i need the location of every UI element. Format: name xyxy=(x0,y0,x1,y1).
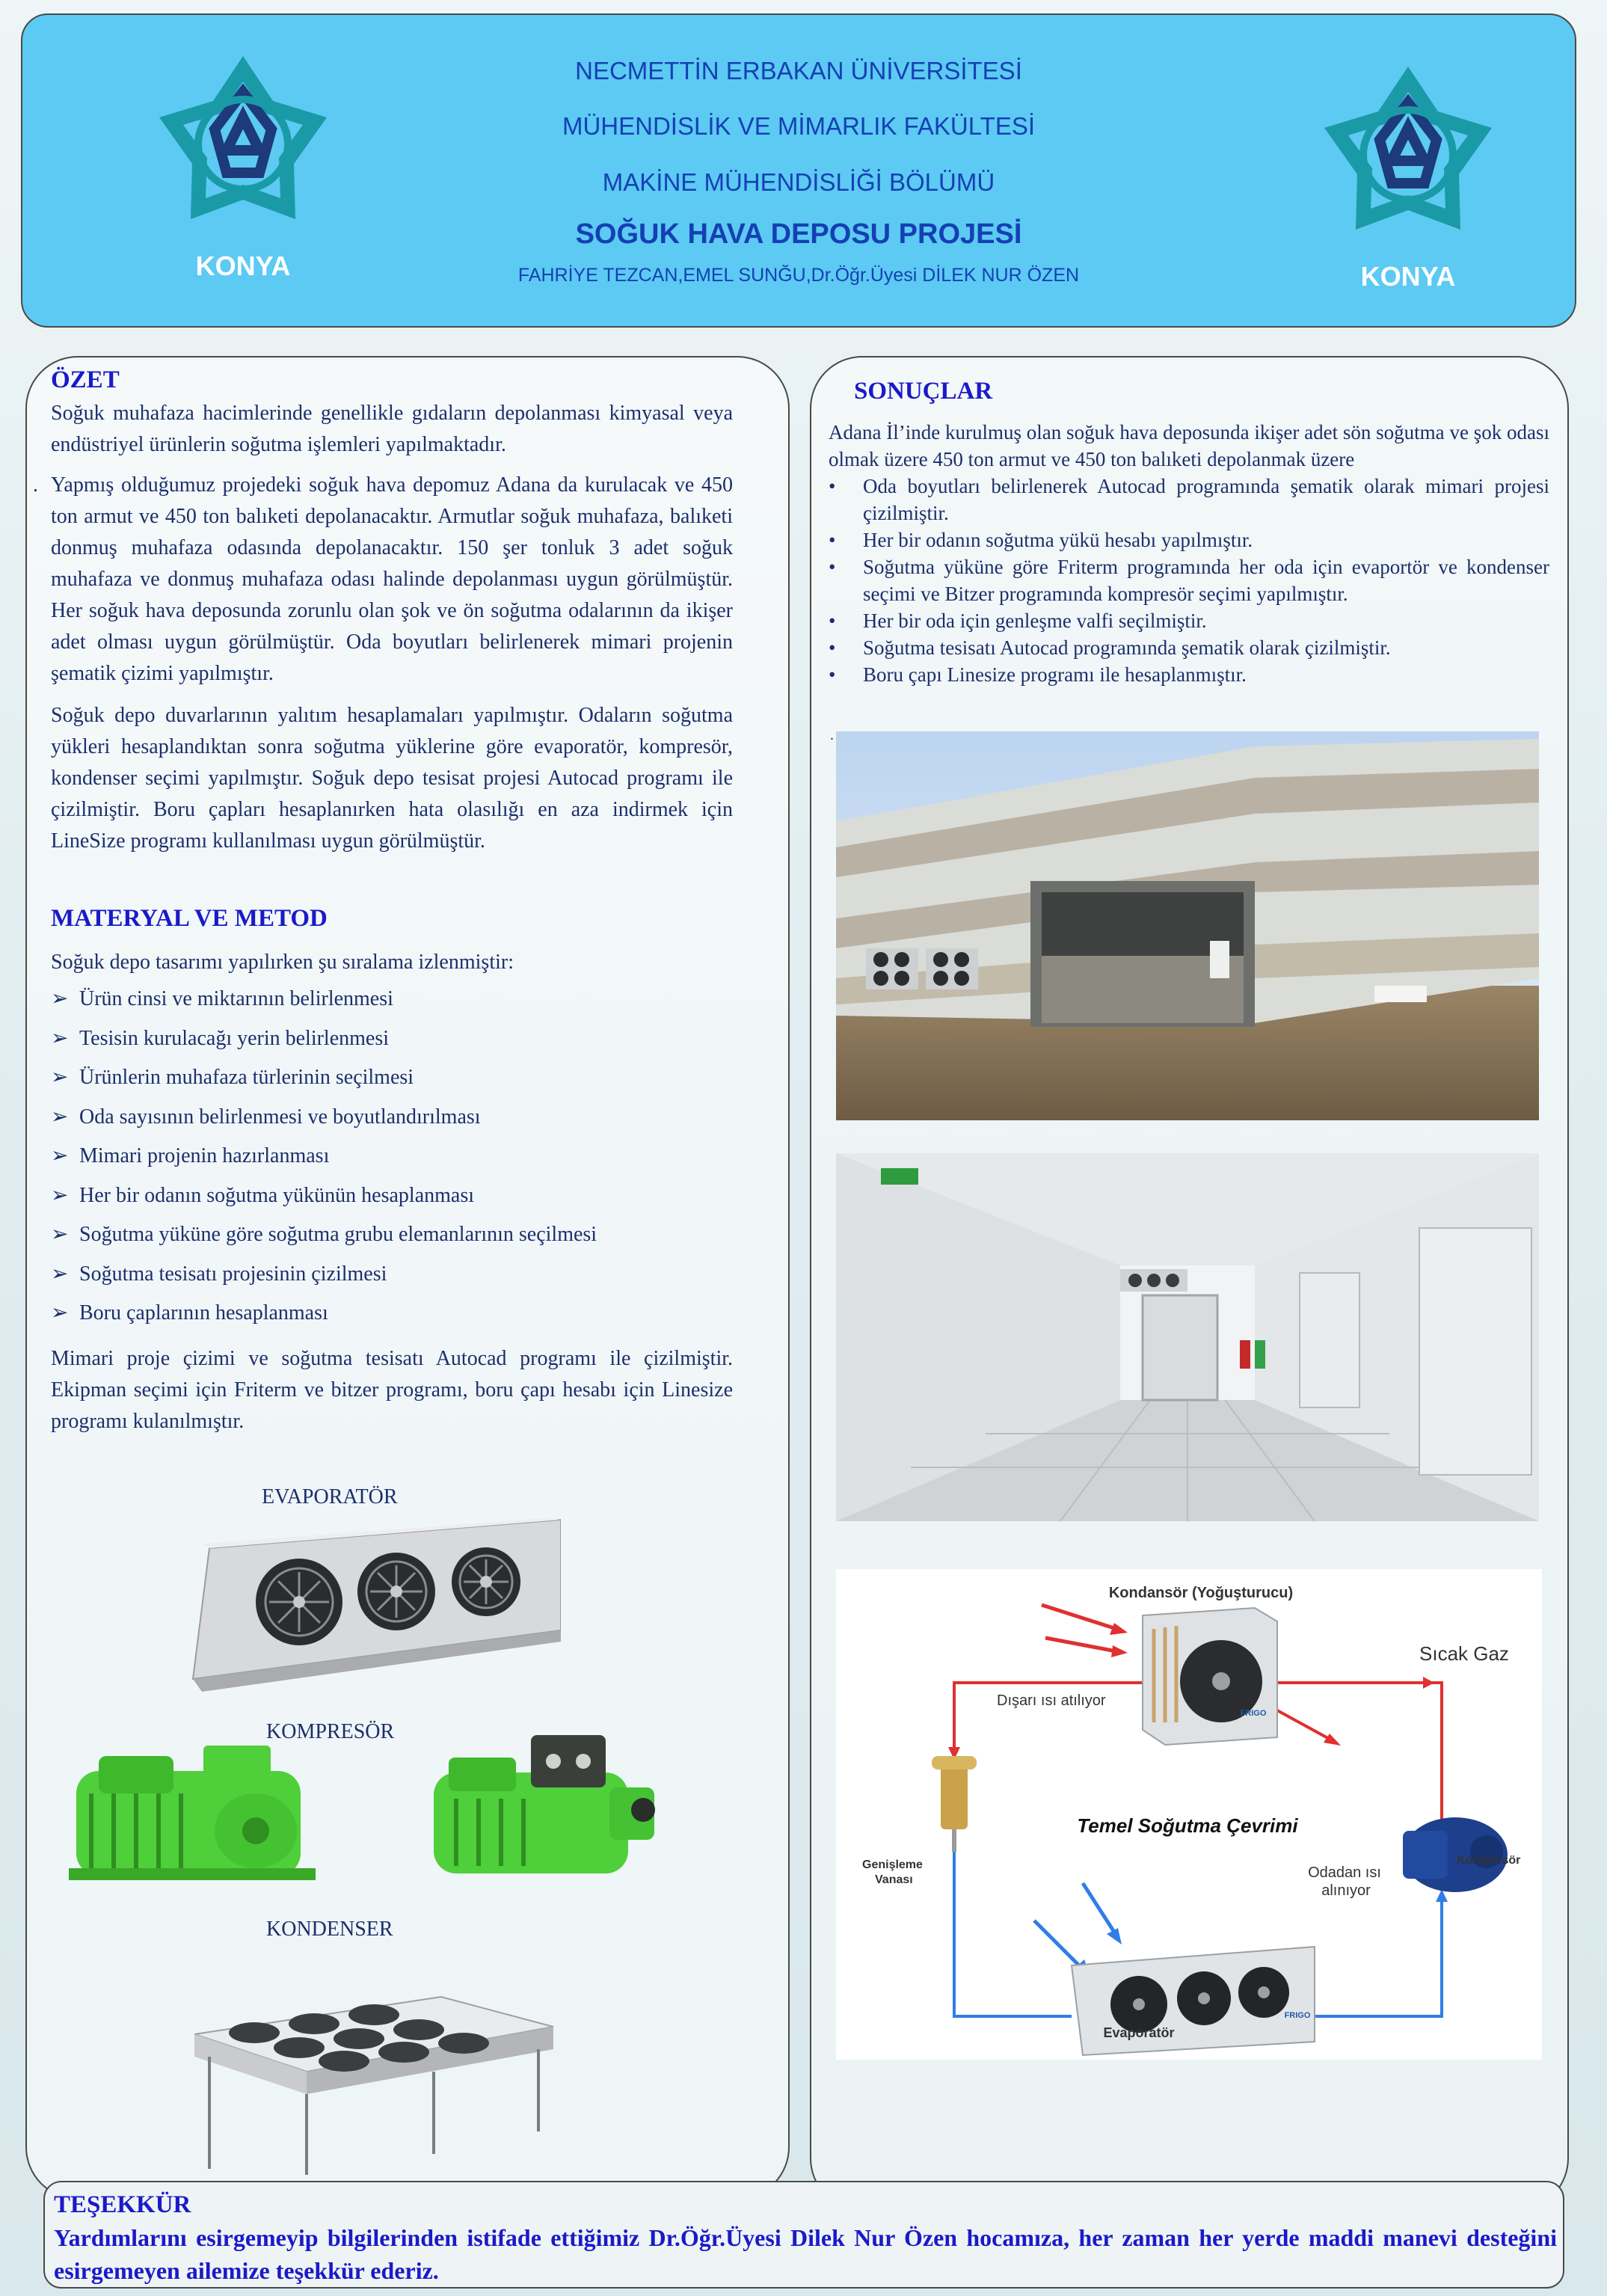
list-item: ➢ Soğutma yüküne göre soğutma grubu elemanlarının seçilmesi xyxy=(51,1223,597,1246)
method-steps-list xyxy=(51,986,733,1339)
diagram-expansion-valve-label-1: Genişleme xyxy=(862,1858,923,1871)
diagram-heat-out-label: Dışarı ısı atılıyor xyxy=(997,1692,1106,1709)
list-item: • Her bir odanın soğutma yükü hesabı yapılmıştır. xyxy=(829,529,1253,551)
materyal-title: MATERYAL VE METOD xyxy=(51,905,328,932)
ozet-marker: . xyxy=(33,473,38,497)
list-item: • Oda boyutları belirlenerek Autocad programında şematik olarak mimari projesi çizilmiştir. xyxy=(829,475,1549,524)
condenser-image xyxy=(187,1952,561,2176)
refrigeration-cycle-diagram xyxy=(836,1569,1542,2060)
diagram-heat-in-label-1: Odadan ısı xyxy=(1308,1864,1381,1881)
compressor-image-2 xyxy=(419,1728,673,1885)
evaporator-image xyxy=(187,1518,561,1705)
diagram-condenser-label: Kondansör (Yoğuşturucu) xyxy=(1108,1585,1294,1601)
logo-text-left: KONYA xyxy=(195,251,291,281)
department-name: MAKİNE MÜHENDİSLİĞİ BÖLÜMÜ xyxy=(602,168,995,196)
stray-dot: . xyxy=(830,727,834,743)
list-item: ➢ Soğutma tesisatı projesinin çizilmesi xyxy=(51,1262,387,1286)
compressor-image-1 xyxy=(69,1741,323,1891)
list-item: ➢ Ürünlerin muhafaza türlerinin seçilmesi xyxy=(51,1066,414,1089)
materyal-outro: Mimari proje çizimi ve soğutma tesisatı Autocad programı ile çizilmiştir. Ekipman seçimi için Friterm ve bitzer programı, boru çapı hesabı için Linesize programı kulanılmıştır. xyxy=(51,1347,733,1433)
list-item: ➢ Ürün cinsi ve miktarının belirlenmesi xyxy=(51,987,393,1010)
university-name: NECMETTİN ERBAKAN ÜNİVERSİTESİ xyxy=(575,57,1022,85)
list-item: ➢ Tesisin kurulacağı yerin belirlenmesi xyxy=(51,1026,390,1050)
diagram-brand-label-condenser: FRIGO xyxy=(1240,1709,1267,1718)
faculty-name: MÜHENDİSLİK VE MİMARLIK FAKÜLTESİ xyxy=(562,112,1036,140)
list-item: ➢ Mimari projenin hazırlanması xyxy=(51,1144,330,1167)
logo-text-right: KONYA xyxy=(1360,261,1456,292)
list-item: • Soğutma tesisatı Autocad programında şematik olarak çizilmiştir. xyxy=(829,636,1391,659)
project-title: SOĞUK HAVA DEPOSU PROJESİ xyxy=(575,218,1022,250)
list-item: • Her bir oda için genleşme valfi seçilmiştir. xyxy=(829,610,1207,632)
evaporator-label: EVAPORATÖR xyxy=(262,1485,398,1508)
sonuclar-intro: Adana İl’inde kurulmuş olan soğuk hava deposunda ikişer adet sön soğutma ve şok odası olmak üzere 450 ton armut ve 450 ton balıketi depolanmak üzere xyxy=(829,421,1549,470)
list-item: ➢ Her bir odanın soğutma yükünün hesaplanması xyxy=(51,1183,475,1207)
list-item: ➢ Oda sayısının belirlenmesi ve boyutlandırılması xyxy=(51,1105,481,1129)
tesekkur-title: TEŞEKKÜR xyxy=(54,2191,191,2218)
list-item: • Soğutma yüküne göre Friterm programında her oda için evaportör ve kondenser seçimi ve Bitzer programında kompresör seçimi yapılmıştır. xyxy=(829,556,1549,605)
compressor-label: KOMPRESÖR xyxy=(266,1720,395,1743)
diagram-heat-in-label-2: alınıyor xyxy=(1321,1882,1371,1899)
ozet-paragraph-2: Yapmış olduğumuz projedeki soğuk hava depomuz Adana da kurulacak ve 450 ton armut ve 450 ton balıketi depolanacaktır. Armutlar soğuk muhafaza, balıketi donmuş muhafaza odasında depolanacaktır. 150 şer tonluk 3 adet soğuk muhafaza ve donmuş muhafaza odası halinde depolanması uygun görülmüştür. Her soğuk hava deposunda zorunlu olan şok ve ön soğutma odalarının da ikişer adet olması uygun görülmüştür. Oda boyutları belirlenerek mimari projenin şematik çizimi yapılmıştır. xyxy=(51,473,733,685)
list-item: ➢ Boru çaplarının hesaplanması xyxy=(51,1301,328,1325)
cold-room-interior-photo xyxy=(836,1153,1539,1521)
ozet-paragraph-3: Soğuk depo duvarlarının yalıtım hesaplamaları yapılmıştır. Odaların soğutma yükleri hesaplandıktan sonra soğutma yüklerine göre evaporatör, kompresör, kondenser seçimi yapılmıştır. Soğuk depo tesisat projesi Autocad programı ile çizilmiştir. Boru çapları hesaplanırken hata olasılığı en aza indirmek için LineSize programı kullanılması uygun görülmüştür. xyxy=(51,704,733,853)
diagram-hot-gas-label: Sıcak Gaz xyxy=(1419,1642,1509,1665)
sonuclar-list xyxy=(829,473,1549,688)
ozet-paragraph-1: Soğuk muhafaza hacimlerinde genellikle gıdaların depolanması kimyasal veya endüstriyel ürünlerin soğutma işlemleri yapılmaktadır. xyxy=(51,402,733,456)
diagram-brand-label-evaporator: FRIGO xyxy=(1284,2011,1311,2020)
list-item: • Boru çapı Linesize programı ile hesaplanmıştır. xyxy=(829,663,1247,686)
sonuclar-title: SONUÇLAR xyxy=(854,378,993,405)
warehouse-exterior-photo xyxy=(836,731,1539,1120)
tesekkur-text: Yardımlarını esirgemeyip bilgilerinden istifade ettiğimiz Dr.Öğr.Üyesi Dilek Nur Özen hocamıza, her zaman her yerde maddi manevi desteğini esirgemeyen ailemize teşekkür ederiz. xyxy=(54,2224,1557,2284)
condenser-label: KONDENSER xyxy=(266,1918,393,1941)
ozet-title: ÖZET xyxy=(51,366,120,393)
diagram-expansion-valve-label-2: Vanası xyxy=(875,1873,913,1886)
diagram-title: Temel Soğutma Çevrimi xyxy=(1077,1814,1298,1837)
diagram-evaporator-label: Evaporatör xyxy=(1103,2025,1175,2040)
materyal-intro: Soğuk depo tasarımı yapılırken şu sıralama izlenmiştir: xyxy=(51,951,514,974)
diagram-compressor-label: Kompresör xyxy=(1457,1854,1521,1867)
authors: FAHRİYE TEZCAN,EMEL SUNĞU,Dr.Öğr.Üyesi DİLEK NUR ÖZEN xyxy=(517,265,1080,286)
poster-header xyxy=(21,13,1576,328)
